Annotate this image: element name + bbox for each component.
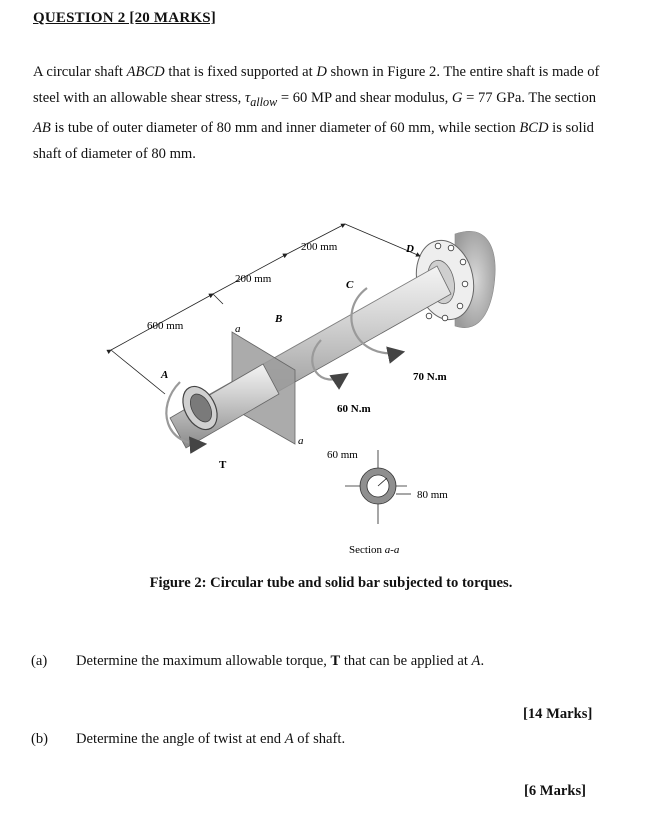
part-a-label: (a) bbox=[31, 653, 48, 669]
torque-t-label: T bbox=[219, 459, 227, 471]
point-c-label: C bbox=[346, 279, 354, 291]
problem-statement: A circular shaft ABCD that is fixed supported at D shown in Figure 2. The entire shaft is made of steel with an allowable shear stress, $\tau_{allow} = 60$ MP and shear modulus, G = 77 GPa. The section AB is tube of outer diameter of 80 mm and inner diameter of 60 mm, while section BCD is solid shaft of diameter of 80 mm. bbox=[33, 64, 600, 162]
part-b-marks: [6 Marks] bbox=[524, 783, 587, 799]
part-a-text: Determine the maximum allowable torque, T that can be applied at A. bbox=[76, 653, 485, 669]
part-a-marks: [14 Marks] bbox=[523, 706, 593, 722]
outer-diameter-label: 80 mm bbox=[417, 489, 448, 501]
dim-600-label: 600 mm bbox=[147, 320, 184, 332]
dim-200-left-label: 200 mm bbox=[235, 273, 272, 285]
figure-caption: Figure 2: Circular tube and solid bar subjected to torques. bbox=[149, 575, 513, 591]
torque-60-label: 60 N.m bbox=[337, 403, 371, 415]
point-d-label: D bbox=[406, 243, 414, 255]
point-a-label: A bbox=[161, 369, 169, 381]
section-detail bbox=[345, 450, 411, 524]
dim-200-right-label: 200 mm bbox=[301, 241, 338, 253]
point-b-label: B bbox=[275, 313, 283, 325]
inner-diameter-label: 60 mm bbox=[327, 449, 358, 461]
part-b-text: Determine the angle of twist at end A of shaft. bbox=[76, 731, 346, 747]
part-b-label: (b) bbox=[31, 731, 49, 747]
torque-70-label: 70 N.m bbox=[413, 371, 447, 383]
section-a-top-label: a bbox=[235, 323, 241, 335]
section-aa-label: Section a-a bbox=[349, 544, 400, 556]
question-heading: QUESTION 2 [20 MARKS] bbox=[33, 10, 216, 26]
section-a-bottom-label: a bbox=[298, 435, 304, 447]
shaft-figure bbox=[95, 222, 615, 567]
